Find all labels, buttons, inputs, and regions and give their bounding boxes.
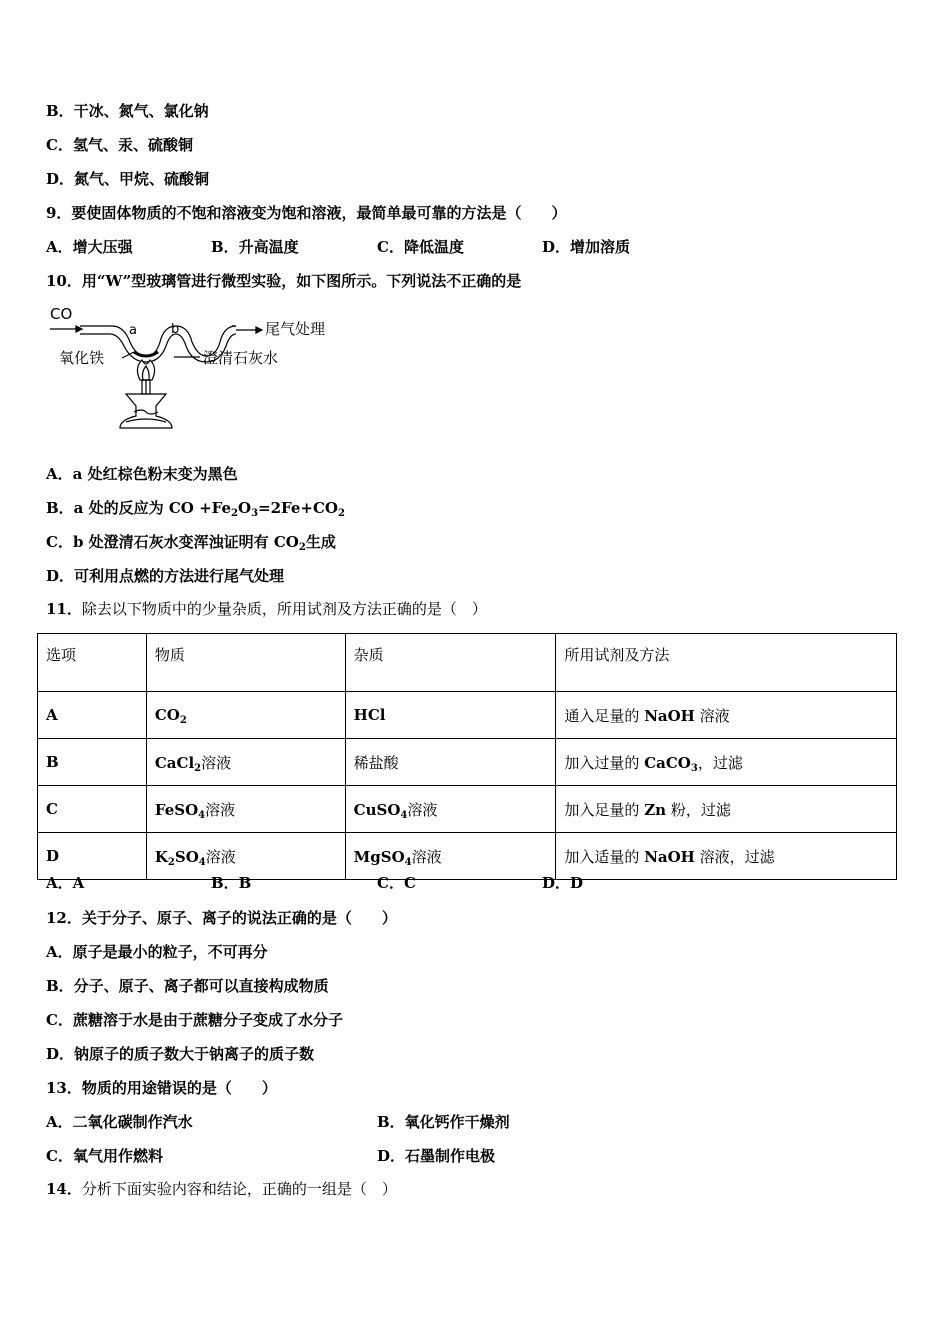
q11-stem: 11．除去以下物质中的少量杂质，所用试剂及方法正确的是（ ）	[46, 600, 487, 618]
header-cell: 物质	[146, 634, 345, 692]
iron-oxide-label: 氧化铁	[59, 349, 105, 367]
w-tube-diagram	[46, 302, 346, 434]
q13-option-a: A．二氧化碳制作汽水	[46, 1113, 193, 1131]
option-cell: D	[38, 833, 147, 880]
q10-option-a: A．a 处红棕色粉末变为黑色	[46, 465, 238, 483]
q13-option-c: C．氧气用作燃料	[46, 1147, 163, 1165]
q13-option-d: D．石墨制作电极	[377, 1147, 496, 1165]
method-cell: 加入适量的 NaOH 溶液，过滤	[556, 833, 897, 880]
inlet-arrow-head	[76, 326, 82, 332]
q14-stem: 14．分析下面实验内容和结论，正确的一组是（ ）	[46, 1180, 397, 1198]
table-header-row	[38, 634, 897, 692]
q10-option-d: D．可利用点燃的方法进行尾气处理	[46, 567, 285, 585]
q10-option-b: B．a 处的反应为 CO $+Fe_2O_3=2Fe+CO_2$	[46, 499, 345, 519]
q9-stem: 9．要使固体物质的不饱和溶液变为饱和溶液，最简单最可靠的方法是（ ）	[46, 204, 567, 222]
outlet-arrow-head	[256, 327, 262, 333]
iron-oxide-powder	[134, 352, 158, 356]
method-cell: 加入过量的 CaCO$_3$，过滤	[556, 739, 897, 786]
q8-option-d: D．氮气、甲烷、硫酸铜	[46, 170, 210, 188]
header-cell: 所用试剂及方法	[556, 634, 897, 692]
flame	[137, 360, 154, 380]
q11-option-d: D．D	[542, 874, 584, 892]
method-cell: 通入足量的 NaOH 溶液	[556, 692, 897, 739]
q9-option-c: C．降低温度	[377, 238, 464, 256]
q12-option-c: C．蔗糖溶于水是由于蔗糖分子变成了水分子	[46, 1011, 343, 1029]
q9-option-d: D．增加溶质	[542, 238, 631, 256]
q12-option-b: B．分子、原子、离子都可以直接构成物质	[46, 977, 329, 995]
substance-cell: $K_2SO_4$溶液	[146, 833, 345, 880]
impurity-cell: MgSO$_4$溶液	[345, 833, 556, 880]
lamp-wick	[134, 410, 158, 414]
q8-option-b: B．干冰、氮气、氯化钠	[46, 102, 209, 120]
q12-stem: 12．关于分子、原子、离子的说法正确的是（ ）	[46, 909, 397, 927]
exhaust-label: 尾气处理	[265, 320, 326, 338]
table-row	[38, 739, 897, 786]
q11-option-a: A．A	[46, 874, 85, 892]
lamp-liquid	[126, 419, 166, 422]
q10-option-c: C．b 处澄清石灰水变浑浊证明有 $CO_2$生成	[46, 533, 336, 553]
table-row	[38, 786, 897, 833]
q12-option-a: A．原子是最小的粒子，不可再分	[46, 943, 268, 961]
option-cell: B	[38, 739, 147, 786]
q12-option-d: D．钠原子的质子数大于钠离子的质子数	[46, 1045, 315, 1063]
option-cell: C	[38, 786, 147, 833]
q10-stem: 10．用“W”型玻璃管进行微型实验，如下图所示。下列说法不正确的是	[46, 272, 522, 290]
q11-option-b: B．B	[211, 874, 252, 892]
q8-option-c: C．氢气、汞、硫酸铜	[46, 136, 193, 154]
q9-option-b: B．升高温度	[211, 238, 299, 256]
q11-option-c: C．C	[377, 874, 416, 892]
label-b: b	[171, 322, 180, 337]
table-row	[38, 692, 897, 739]
substance-cell: CaCl$_2$溶液	[146, 739, 345, 786]
q13-stem: 13．物质的用途错误的是（ ）	[46, 1079, 277, 1097]
q9-option-a: A．增大压强	[46, 238, 133, 256]
q11-table	[37, 633, 897, 880]
limewater-label: 澄清石灰水	[203, 349, 279, 367]
impurity-cell: HCl	[345, 692, 556, 739]
substance-cell: FeSO$_4$溶液	[146, 786, 345, 833]
q13-option-b: B．氧化钙作干燥剂	[377, 1113, 510, 1131]
header-cell: 选项	[38, 634, 147, 692]
impurity-cell: 稀盐酸	[345, 739, 556, 786]
option-cell: A	[38, 692, 147, 739]
substance-cell: $CO_2$	[146, 692, 345, 739]
impurity-cell: CuSO$_4$溶液	[345, 786, 556, 833]
co-label: CO	[50, 305, 73, 323]
table-row	[38, 833, 897, 880]
label-a: a	[129, 323, 137, 338]
method-cell: 加入足量的 Zn 粉，过滤	[556, 786, 897, 833]
header-cell: 杂质	[345, 634, 556, 692]
alcohol-lamp	[120, 394, 172, 428]
